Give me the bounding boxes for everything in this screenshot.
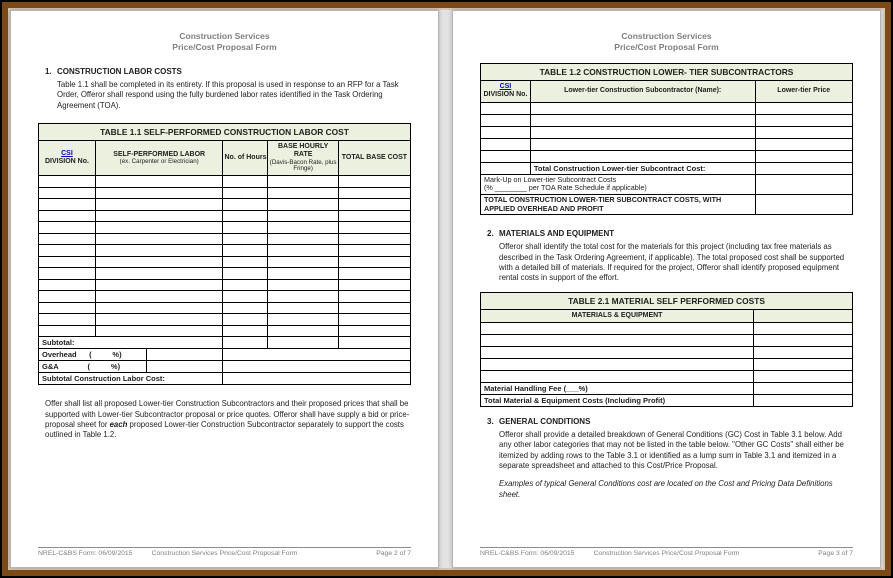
overhead-pct-cell [146,349,223,361]
cell-cost [754,346,853,358]
csi-division-label: DIVISION No. [483,91,528,99]
cell-csi-division [39,187,96,199]
table-row [481,334,853,346]
cell-rate [268,302,338,314]
cell-total [338,256,410,268]
cell-price [755,114,852,126]
subcontract-total-row [481,162,853,174]
cell-csi-division [39,268,96,280]
cell-csi-division [481,138,531,150]
section-2-number: 2. [487,229,494,239]
cell-csi-division [39,256,96,268]
table-row [39,210,411,222]
subtotal-hours-cell [223,337,268,349]
cell-hours [223,268,268,280]
cell-csi-division [39,199,96,211]
table-row [39,291,411,303]
subtotal-row [39,337,411,349]
cell-rate [268,279,338,291]
section-1-paragraph: Table 1.1 shall be completed in its entirety. If this proposal is used in response to an RFP for a Task Order, Offeror shall respond using the fully burdened labor rates identified in the Task Ordering Agreement (TOA). [57,80,399,110]
cell-csi-division [39,302,96,314]
grand-total-value-cell [755,194,852,214]
section-3-number: 3. [487,416,494,426]
cell-labor [95,302,223,314]
cell-rate [268,256,338,268]
section-1-heading [45,67,411,76]
cell-price [755,126,852,138]
cell-rate [268,176,338,188]
cell-total [338,233,410,245]
labor-header-main: SELF-PERFORMED LABOR [113,150,206,158]
table-row [39,279,411,291]
cell-total [338,199,410,211]
ga-pct-cell [146,361,223,373]
document-title [480,31,853,53]
cell-material [481,358,754,370]
cell-subcontractor-name [530,126,755,138]
col-header-materials-cost [754,309,853,322]
csi-link[interactable]: CSI [499,83,512,91]
markup-row [481,174,853,194]
brown-frame [2,2,891,576]
cell-hours [223,291,268,303]
closing-paragraph-part2: proposed Lower-tier Construction Subcontractor separately to support the costs outlined in Table 1.2. [45,420,404,440]
section-3-note: Examples of typical General Conditions cost are located on the Cost and Pricing Data Definitions sheet. [499,479,833,499]
labor-header-note: (ex. Carpenter or Electrician) [119,157,199,165]
closing-paragraph-emphasis: each [109,420,128,430]
table-row [481,126,853,138]
section-2-heading [487,229,853,238]
cell-rate [268,245,338,257]
subtotal-labor-label: Subtotal Construction Labor Cost: [39,373,223,385]
total-row-empty-cell [481,162,531,174]
cell-labor [95,325,223,337]
cell-csi-division [39,279,96,291]
table-1-1 [38,123,411,385]
table-row [39,256,411,268]
document-title-line2: Price/Cost Proposal Form [172,42,277,53]
cell-rate [268,325,338,337]
cell-csi-division [39,291,96,303]
footer-form-id: NREL-C&BS Form: 06/09/2015 [480,550,575,557]
page-3-of-7 [452,10,881,568]
overhead-row [39,349,411,361]
markup-line1: Mark-Up on Lower-tier Subcontract Costs [484,174,617,184]
materials-total-value-cell [754,394,853,406]
cell-csi-division [481,114,531,126]
table-2-1 [480,292,853,407]
section-3-paragraph: Offeror shall provide a detailed breakdown of General Conditions (GC) Cost in Table 3.1 below. Add any other labor categories that may not be listed in the table below. "Other GC Costs" shall either be itemized by adding rows to the Table 3.1 or identified as a lump sum in Table 3.1 and itemized in a separate spreadsheet and attached to this Cost/Price Proposal. [499,429,844,470]
col-header-lower-tier-price: Lower-tier Price [755,81,852,103]
cell-csi-division [39,222,96,234]
document-viewer [10,10,883,568]
table-row [481,358,853,370]
section-1-title: CONSTRUCTION LABOR COSTS [57,67,182,77]
footer-form-id: NREL-C&BS Form: 06/09/2015 [38,550,133,557]
closing-paragraph [45,399,411,440]
cell-subcontractor-name [530,114,755,126]
subtotal-label: Subtotal: [39,337,223,349]
page-footer [38,547,411,557]
subtotal-labor-value-cell [223,373,411,385]
cell-labor [95,245,223,257]
table-row [39,325,411,337]
table-row [39,314,411,326]
cell-hours [223,199,268,211]
cell-total [338,302,410,314]
cell-labor [95,199,223,211]
cell-csi-division [39,314,96,326]
cell-labor [95,291,223,303]
cell-cost [754,370,853,382]
cell-total [338,314,410,326]
section-3-title: GENERAL CONDITIONS [499,416,591,426]
cell-total [338,187,410,199]
cell-labor [95,222,223,234]
table-1-2 [480,63,853,215]
cell-subcontractor-name [530,102,755,114]
cell-subcontractor-name [530,150,755,162]
csi-link[interactable]: CSI [61,149,73,157]
table-row [481,138,853,150]
page-2-of-7 [10,10,439,568]
cell-material [481,322,754,334]
table-row [39,245,411,257]
markup-label [481,174,756,194]
table-1-1-title: TABLE 1.1 SELF-PERFORMED CONSTRUCTION LABOR COST [39,124,411,141]
cell-csi-division [39,325,96,337]
table-row [481,150,853,162]
cell-total [338,176,410,188]
cell-hours [223,222,268,234]
cell-csi-division [39,210,96,222]
cell-rate [268,314,338,326]
document-title-line1: Construction Services [179,31,270,41]
section-3-heading [487,417,853,426]
cell-labor [95,279,223,291]
cell-labor [95,187,223,199]
cell-csi-division [39,176,96,188]
ga-value-cell [223,361,411,373]
cell-price [755,102,852,114]
page-gap [439,10,452,568]
table-row [39,222,411,234]
cell-subcontractor-name [530,138,755,150]
footer-doc-name: Construction Services Price/Cost Proposal Form [593,550,740,557]
cell-cost [754,322,853,334]
table-row [481,346,853,358]
cell-csi-division [481,150,531,162]
col-header-csi-division [481,81,531,103]
cell-rate [268,268,338,280]
cell-price [755,138,852,150]
table-2-1-title: TABLE 2.1 MATERIAL SELF PERFORMED COSTS [481,292,853,309]
cell-material [481,346,754,358]
tan-frame [8,8,885,570]
grand-total-label: TOTAL CONSTRUCTION LOWER-TIER SUBCONTRACT COSTS, WITH APPLIED OVERHEAD AND PROFIT [481,194,756,214]
cell-rate [268,187,338,199]
subcontract-total-label: Total Construction Lower-tier Subcontract Cost: [530,162,755,174]
rate-header-main: BASE HOURLY RATE [277,143,329,159]
table-row [481,102,853,114]
cell-hours [223,325,268,337]
cell-hours [223,302,268,314]
document-title-line1: Construction Services [621,31,712,41]
table-row [481,322,853,334]
cell-hours [223,176,268,188]
cell-hours [223,245,268,257]
page-footer [480,547,853,557]
table-row [39,233,411,245]
handling-fee-value-cell [754,382,853,394]
grand-total-row [481,194,853,214]
footer-page-number: Page 2 of 7 [376,550,412,557]
cell-labor [95,314,223,326]
rate-header-note: (Davis-Bacon Rate, plus Fringe) [269,158,337,173]
cell-hours [223,187,268,199]
overhead-value-cell [223,349,411,361]
cell-csi-division [481,102,531,114]
cell-total [338,325,410,337]
col-header-csi-division [39,141,96,176]
ga-label: G&A ( %) [39,361,147,373]
handling-fee-row [481,382,853,394]
cell-total [338,268,410,280]
cell-csi-division [39,233,96,245]
overhead-label: Overhead ( %) [39,349,147,361]
cell-rate [268,199,338,211]
table-row [39,302,411,314]
cell-cost [754,334,853,346]
materials-total-row [481,394,853,406]
cell-total [338,210,410,222]
document-title-line2: Price/Cost Proposal Form [614,42,719,53]
cell-total [338,279,410,291]
cell-hours [223,233,268,245]
cell-rate [268,233,338,245]
cell-cost [754,358,853,370]
table-row [39,176,411,188]
cell-rate [268,210,338,222]
cell-labor [95,233,223,245]
cell-hours [223,210,268,222]
closing-paragraph-part1: Offer shall list all proposed Lower-tier Construction Subcontractors and their proposed prices that shall be supported with Lower-tier Subcontractor proposal or price quotes. Offeror shall have supply a bid or price-proposal sheet for [45,399,410,430]
ga-row [39,361,411,373]
document-title [38,31,411,53]
table-row [39,187,411,199]
cell-rate [268,222,338,234]
table-row [481,114,853,126]
col-header-no-of-hours: No. of Hours [223,141,268,176]
cell-hours [223,314,268,326]
footer-page-number: Page 3 of 7 [818,550,854,557]
cell-csi-division [39,245,96,257]
cell-labor [95,176,223,188]
markup-value-cell [755,174,852,194]
cell-total [338,222,410,234]
col-header-self-performed-labor [95,141,223,176]
cell-total [338,245,410,257]
table-row [39,268,411,280]
cell-hours [223,256,268,268]
subtotal-cost-cell [338,337,410,349]
cell-material [481,370,754,382]
section-2-paragraph: Offeror shall identify the total cost for the materials for this project (including tax free materials as described in the Task Ordering Agreement, if applicable). The total proposed cost shall be supported with a detailed bill of materials. If required for the project, Offeror shall identify proposed equipment rental costs in support of the effort. [499,242,845,283]
markup-line2: (% ________ per TOA Rate Schedule if applicable) [484,183,647,193]
section-1-number: 1. [45,67,52,77]
col-header-subcontractor-name: Lower-tier Construction Subcontractor (Name): [530,81,755,103]
subtotal-labor-row [39,373,411,385]
table-1-2-title: TABLE 1.2 CONSTRUCTION LOWER- TIER SUBCONTRACTORS [481,64,853,81]
cell-csi-division [481,126,531,138]
handling-fee-label: Material Handling Fee (___%) [481,382,754,394]
cell-total [338,291,410,303]
cell-labor [95,256,223,268]
cell-rate [268,291,338,303]
table-row [481,370,853,382]
cell-material [481,334,754,346]
col-header-total-base-cost: TOTAL BASE COST [338,141,410,176]
col-header-materials-equipment: MATERIALS & EQUIPMENT [481,309,754,322]
col-header-base-hourly-rate [268,141,338,176]
section-2-title: MATERIALS AND EQUIPMENT [499,229,615,239]
subcontract-total-value-cell [755,162,852,174]
subtotal-rate-cell [268,337,338,349]
cell-labor [95,268,223,280]
materials-total-label: Total Material & Equipment Costs (Including Profit) [481,394,754,406]
csi-division-label: DIVISION No. [44,158,89,166]
cell-labor [95,210,223,222]
cell-price [755,150,852,162]
footer-doc-name: Construction Services Price/Cost Proposal Form [151,550,298,557]
cell-hours [223,279,268,291]
table-row [39,199,411,211]
